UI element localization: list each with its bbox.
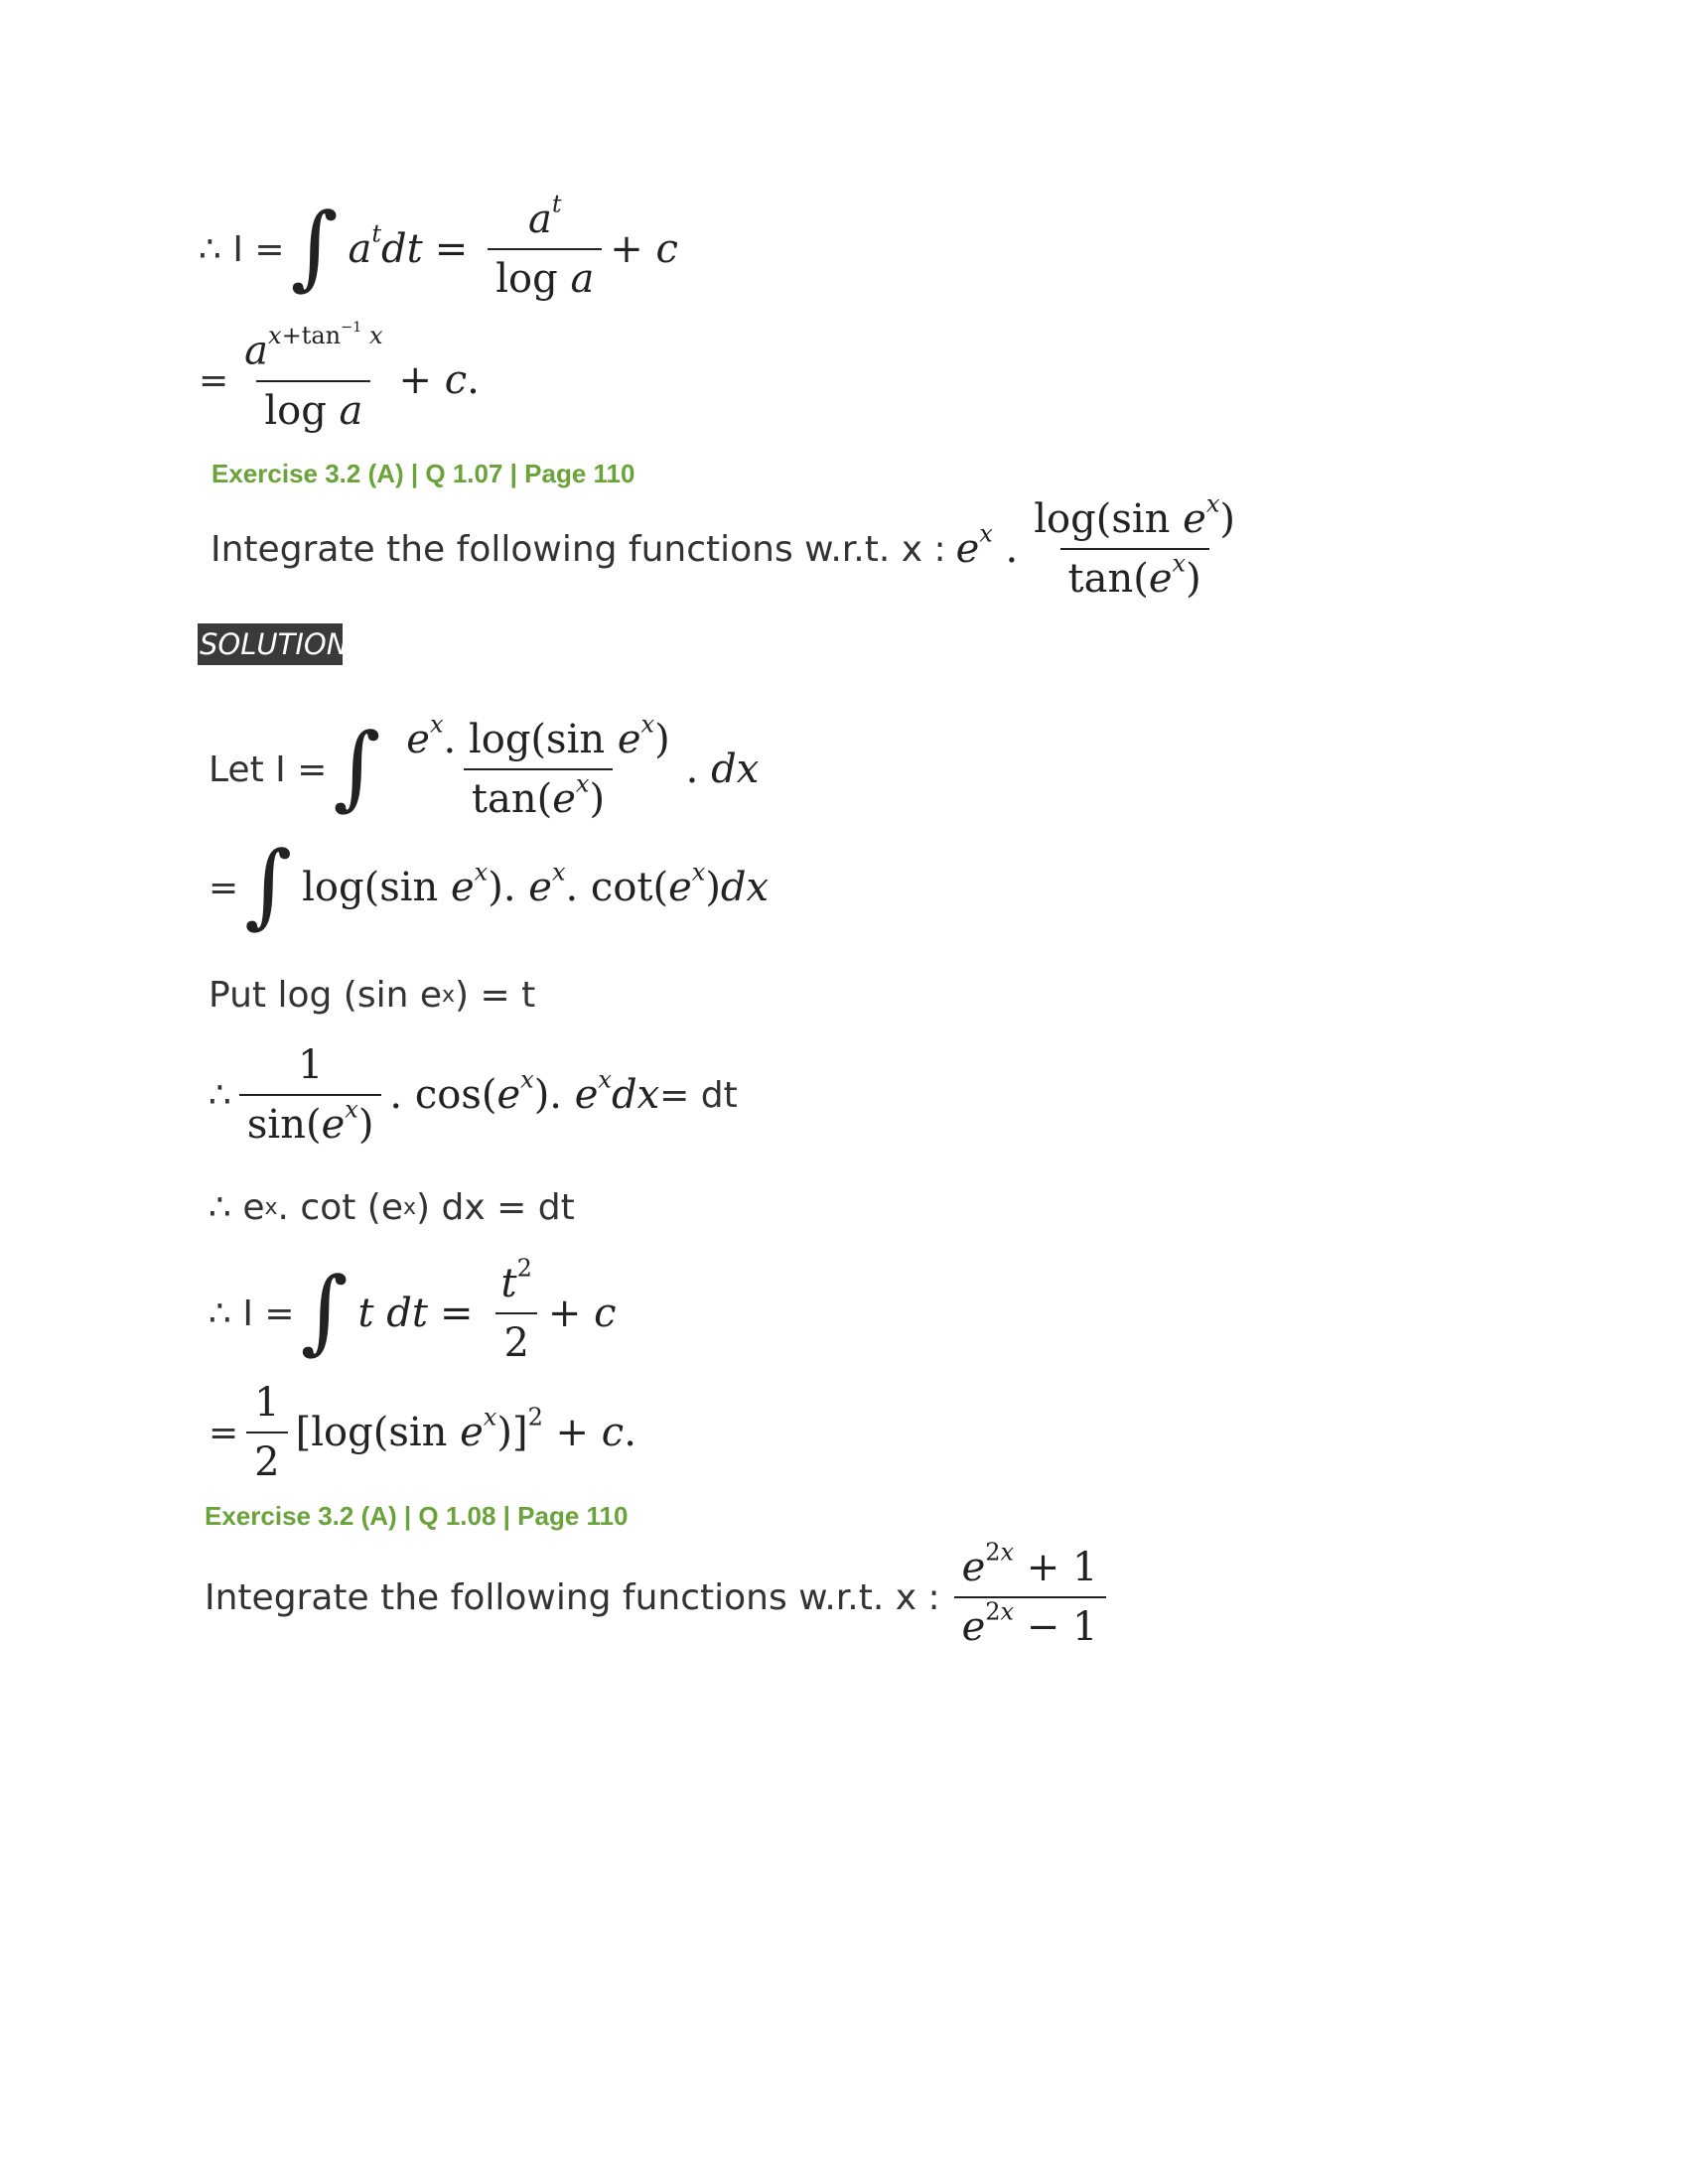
solution-line-1-prefix: Let I = [209,749,328,790]
question-1-07-text: Integrate the following functions w.r.t. x : [211,528,946,570]
result-line-1: ∴ I = ∫ $a^tdt$ = $\frac{a^t}{\text{log a}}$ + c [199,190,678,302]
substitution-line: Put log (sin e x ) = t [209,975,536,1016]
line-1-prefix: ∴ I = [199,228,285,270]
question-1-08 [205,1538,1114,1650]
line-1-fraction: $\frac{a^t}{\text{log a}}$ [488,197,602,302]
result-line-2: = $\frac{a^{x+tan^{-1} x}}{\text{log a}}$ + c. [199,320,480,434]
question-1-07: Integrate the following functions w.r.t. x : $e^x$ . $\frac{\log(\sin e^x)}{\tan(e^x)}$ [211,496,1251,602]
question-1-07-fraction: $\frac{\log(\sin e^x)}{\tan(e^x)}$ [1034,489,1235,602]
integral-sign: ∫ [300,1258,349,1364]
solution-line-4: ∴ e x . cot (e x ) dx = dt [209,1187,575,1228]
question-1-08-fraction: $\frac{e^{2x} + 1}{e^{2x} - 1}$ [954,1545,1106,1650]
solution-line-2-prefix: = [209,867,239,908]
solution-line-6-prefix: = [209,1412,239,1453]
solution-line-2: = ∫ log(sin $e^x$). $e^x$. $\cot(e^x)dx$ [209,832,770,938]
solution-line-5-prefix: ∴ I = [209,1293,295,1334]
solution-line-3: ∴ $\frac{1}{\sin(e^x)}$ . $\cos(e^x)$. $e^xdx$ = dt [209,1042,738,1148]
solution-line-3-prefix: ∴ [209,1074,231,1116]
solution-line-6-fraction: $\frac{1}{2}$ [246,1380,287,1485]
solution-line-3-fraction: $\frac{1}{\sin(e^x)}$ [239,1042,382,1148]
solution-label: SOLUTION [198,623,343,665]
integral-sign: ∫ [333,714,381,820]
integral-sign: ∫ [244,832,293,938]
line-1-integrand: $a^tdt$ [348,219,423,272]
exercise-ref-q107[interactable]: Exercise 3.2 (A) | Q 1.07 | Page 110 [211,459,635,488]
integral-sign: ∫ [290,194,339,300]
solution-line-5-fraction: $\frac{t^2}{2}$ [493,1261,540,1366]
exercise-ref-q108[interactable]: Exercise 3.2 (A) | Q 1.08 | Page 110 [205,1501,629,1531]
solution-line-6: = $\frac{1}{2}$ [log(sin $e^x)]^2 + c$. [209,1380,636,1485]
line-2-fraction: $\frac{a^{x+tan^{-1} x}}{\text{log a}}$ [244,320,383,434]
line-2-prefix: = [199,359,229,401]
question-1-08-text: Integrate the following functions w.r.t. x : [205,1576,940,1618]
solution-line-1: Let I = ∫ $\frac{e^x. \log(\sin e^x)}{\tan(e^x)}$ . dx [209,710,760,822]
solution-line-1-fraction: $\frac{e^x. \log(\sin e^x)}{\tan(e^x)}$ [406,710,670,822]
solution-line-5: ∴ I = ∫ t dt = $\frac{t^2}{2}$ + c [209,1254,617,1366]
